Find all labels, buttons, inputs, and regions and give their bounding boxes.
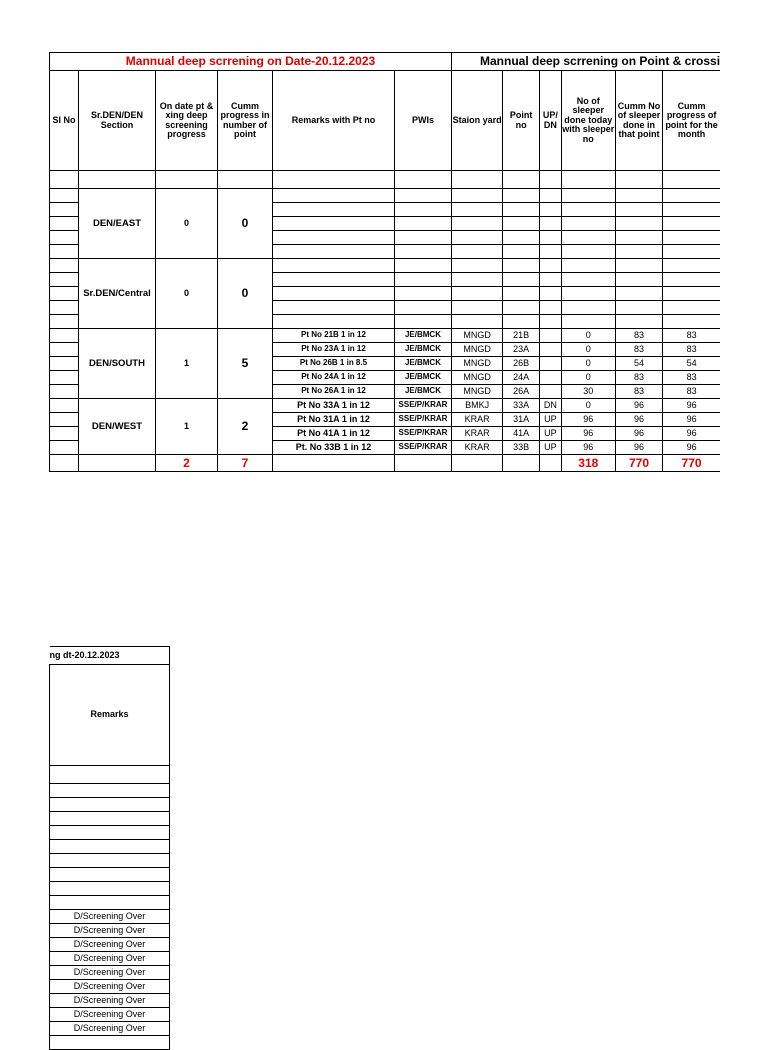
- row-updn: DN: [540, 399, 562, 413]
- row-cumm-month: 83: [663, 343, 720, 357]
- section-on-date: 1: [156, 329, 218, 399]
- row-remark: Pt No 21B 1 in 12: [273, 329, 395, 343]
- row-station: KRAR: [452, 427, 503, 441]
- row-point: 31A: [503, 413, 540, 427]
- section-name: Sr.DEN/Central: [79, 259, 156, 329]
- row-cumm-sleeper: 83: [615, 371, 662, 385]
- screening-progress-table: [49, 52, 720, 472]
- row-cumm-month: 83: [663, 385, 720, 399]
- header-on-date-progress: On date pt & xing deep screening progress: [156, 71, 218, 171]
- row-cumm-sleeper: 83: [615, 385, 662, 399]
- row-point: 33B: [503, 441, 540, 455]
- remark-cell: D/Screening Over: [50, 910, 170, 924]
- row-station: MNGD: [452, 371, 503, 385]
- header-cumm-points: Cumm progress in number of point: [218, 71, 273, 171]
- section-cumm: 0: [218, 259, 273, 329]
- total-cumm-sleeper: 770: [615, 455, 662, 472]
- header-cumm-sleeper: Cumm No of sleeper done in that point: [615, 71, 662, 171]
- row-cumm-sleeper: 83: [615, 343, 662, 357]
- remark-cell: D/Screening Over: [50, 966, 170, 980]
- row-station: MNGD: [452, 385, 503, 399]
- row-pwi: JE/BMCK: [395, 371, 452, 385]
- row-updn: [540, 343, 562, 357]
- row-cumm-month: 83: [663, 329, 720, 343]
- row-remark: Pt No 23A 1 in 12: [273, 343, 395, 357]
- section-on-date: 0: [156, 259, 218, 329]
- row-point: 26B: [503, 357, 540, 371]
- row-updn: [540, 329, 562, 343]
- row-cumm-month: 54: [663, 357, 720, 371]
- row-cumm-sleeper: 83: [615, 329, 662, 343]
- remark-cell: D/Screening Over: [50, 1008, 170, 1022]
- row-point: 41A: [503, 427, 540, 441]
- row-pwi: JE/BMCK: [395, 343, 452, 357]
- row-today: 0: [561, 357, 615, 371]
- row-updn: UP: [540, 413, 562, 427]
- row-today: 96: [561, 413, 615, 427]
- header-up-dn: UP/ DN: [540, 71, 562, 171]
- row-point: 23A: [503, 343, 540, 357]
- row-cumm-month: 96: [663, 399, 720, 413]
- row-updn: [540, 357, 562, 371]
- row-today: 0: [561, 371, 615, 385]
- row-station: MNGD: [452, 343, 503, 357]
- row-today: 30: [561, 385, 615, 399]
- row-point: 24A: [503, 371, 540, 385]
- remark-cell: D/Screening Over: [50, 980, 170, 994]
- row-station: MNGD: [452, 329, 503, 343]
- row-cumm-sleeper: 96: [615, 441, 662, 455]
- row-cumm-sleeper: 96: [615, 399, 662, 413]
- section-on-date: 0: [156, 189, 218, 259]
- row-remark: Pt. No 33B 1 in 12: [273, 441, 395, 455]
- table-row: [50, 329, 721, 343]
- remarks-header: Remarks: [50, 665, 170, 766]
- row-today: 0: [561, 343, 615, 357]
- row-station: KRAR: [452, 413, 503, 427]
- row-remark: Pt No 33A 1 in 12: [273, 399, 395, 413]
- row-pwi: SSE/P/KRAR: [395, 441, 452, 455]
- row-point: 21B: [503, 329, 540, 343]
- section-name: DEN/WEST: [79, 399, 156, 455]
- sheet2-title: ng dt-20.12.2023: [50, 647, 170, 665]
- row-cumm-month: 96: [663, 413, 720, 427]
- row-station: MNGD: [452, 357, 503, 371]
- row-today: 96: [561, 441, 615, 455]
- row-station: BMKJ: [452, 399, 503, 413]
- remark-cell: D/Screening Over: [50, 938, 170, 952]
- row-pwi: SSE/P/KRAR: [395, 413, 452, 427]
- header-cumm-month: Cumm progress of point for the month: [663, 71, 720, 171]
- row-updn: UP: [540, 441, 562, 455]
- row-updn: UP: [540, 427, 562, 441]
- section-on-date: 1: [156, 399, 218, 455]
- total-today: 318: [561, 455, 615, 472]
- row-updn: [540, 371, 562, 385]
- row-pwi: JE/BMCK: [395, 385, 452, 399]
- row-today: 96: [561, 427, 615, 441]
- sheet-title-right: Mannual deep scrrening on Point & crossi: [452, 53, 721, 71]
- row-pwi: JE/BMCK: [395, 357, 452, 371]
- totals-row: [50, 455, 721, 472]
- row-remark: Pt No 31A 1 in 12: [273, 413, 395, 427]
- row-today: 0: [561, 399, 615, 413]
- total-on-date: 2: [156, 455, 218, 472]
- section-name: DEN/SOUTH: [79, 329, 156, 399]
- row-pwi: SSE/P/KRAR: [395, 427, 452, 441]
- total-cumm-month: 770: [663, 455, 720, 472]
- row-cumm-month: 96: [663, 441, 720, 455]
- remark-cell: D/Screening Over: [50, 1022, 170, 1036]
- row-remark: Pt No 41A 1 in 12: [273, 427, 395, 441]
- header-pwis: PWIs: [395, 71, 452, 171]
- section-cumm: 0: [218, 189, 273, 259]
- remarks-table: [49, 646, 170, 1050]
- row-pwi: JE/BMCK: [395, 329, 452, 343]
- row-cumm-sleeper: 96: [615, 427, 662, 441]
- remark-cell: D/Screening Over: [50, 924, 170, 938]
- remark-cell: D/Screening Over: [50, 952, 170, 966]
- row-remark: Pt No 26B 1 in 8.5: [273, 357, 395, 371]
- header-sl-no: Sl No: [50, 71, 79, 171]
- row-remark: Pt No 24A 1 in 12: [273, 371, 395, 385]
- row-pwi: SSE/P/KRAR: [395, 399, 452, 413]
- row-station: KRAR: [452, 441, 503, 455]
- header-sleepers-today: No of sleeper done today with sleeper no: [561, 71, 615, 171]
- header-section: Sr.DEN/DEN Section: [79, 71, 156, 171]
- section-cumm: 2: [218, 399, 273, 455]
- total-cumm: 7: [218, 455, 273, 472]
- section-name: DEN/EAST: [79, 189, 156, 259]
- header-point-no: Point no: [503, 71, 540, 171]
- row-point: 33A: [503, 399, 540, 413]
- row-updn: [540, 385, 562, 399]
- header-remarks-pt: Remarks with Pt no: [273, 71, 395, 171]
- row-remark: Pt No 26A 1 in 12: [273, 385, 395, 399]
- row-cumm-sleeper: 54: [615, 357, 662, 371]
- section-cumm: 5: [218, 329, 273, 399]
- header-station-yard: Staion yard: [452, 71, 503, 171]
- sheet-title-left: Mannual deep scrrening on Date-20.12.2023: [50, 53, 452, 71]
- row-today: 0: [561, 329, 615, 343]
- row-point: 26A: [503, 385, 540, 399]
- row-cumm-month: 83: [663, 371, 720, 385]
- remark-cell: D/Screening Over: [50, 994, 170, 1008]
- row-cumm-sleeper: 96: [615, 413, 662, 427]
- table-row: [50, 399, 721, 413]
- row-cumm-month: 96: [663, 427, 720, 441]
